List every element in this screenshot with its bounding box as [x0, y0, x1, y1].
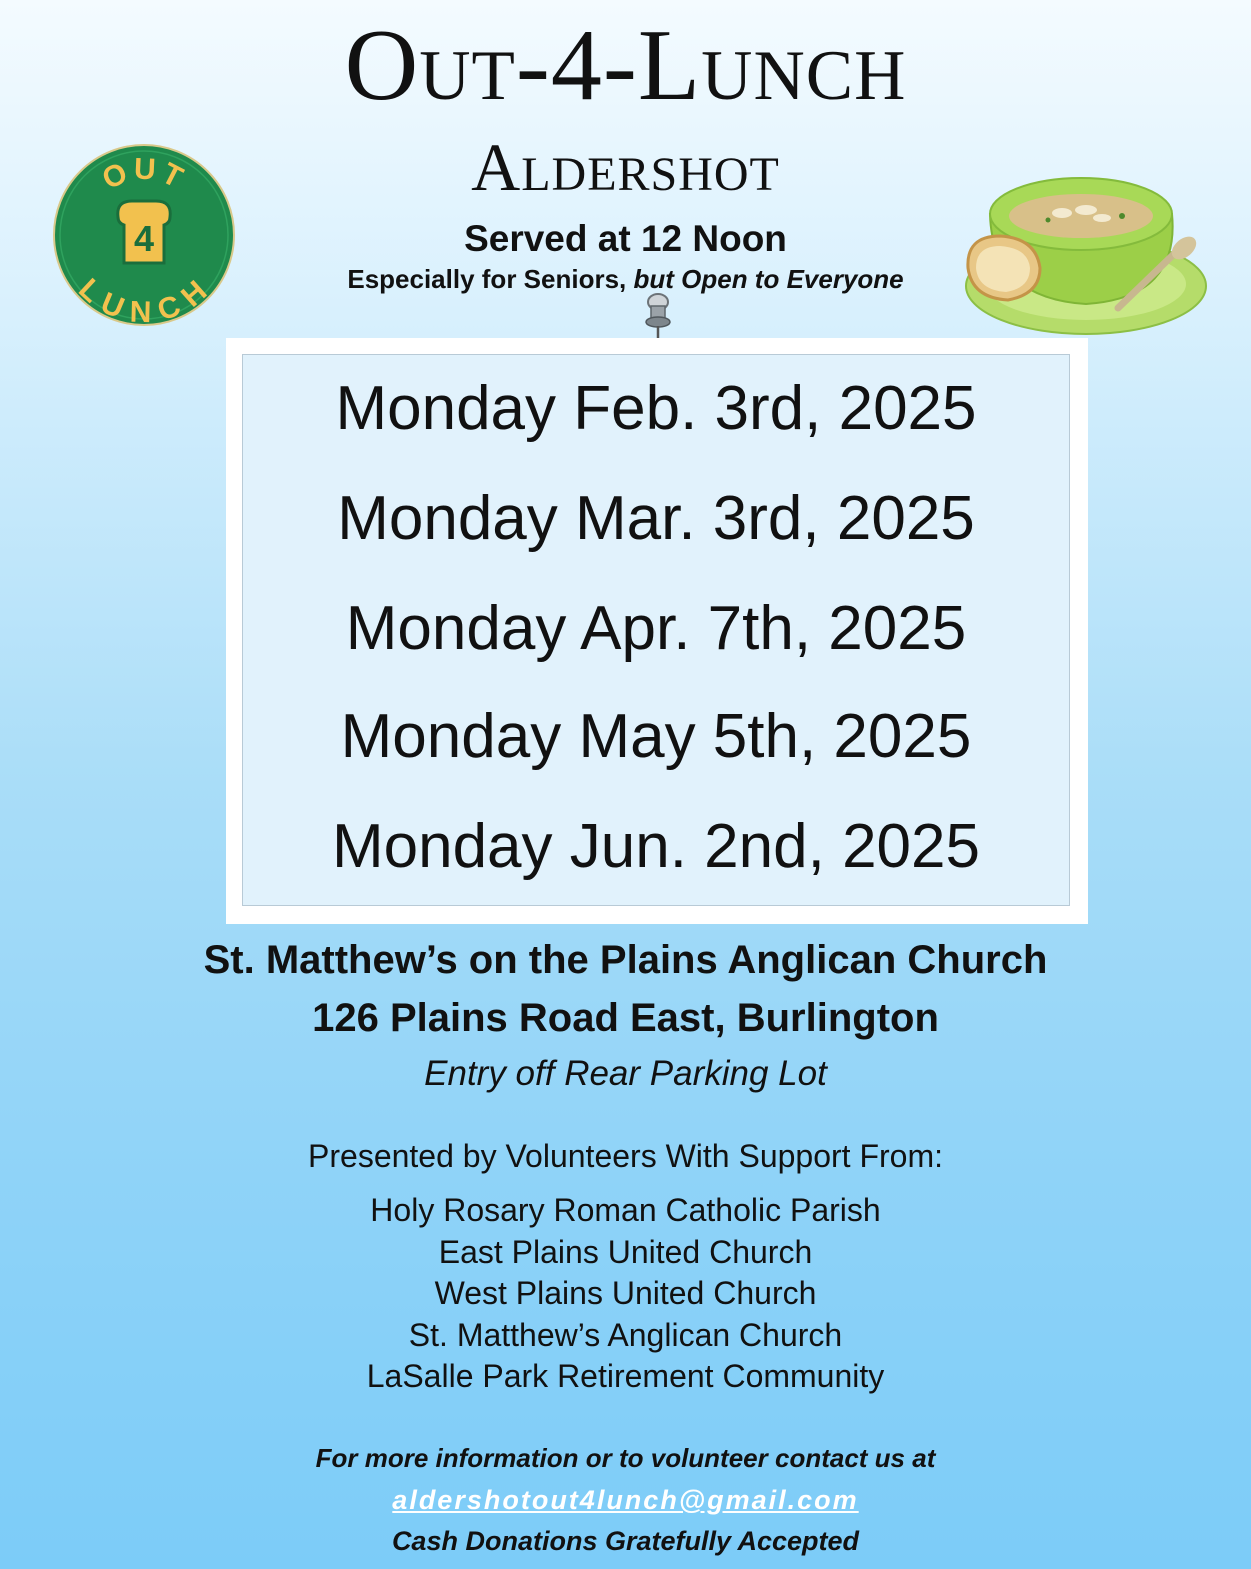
- page-title: Out-4-Lunch: [344, 9, 907, 122]
- supporter-item: Holy Rosary Roman Catholic Parish: [370, 1192, 881, 1228]
- supporter-item: LaSalle Park Retirement Community: [366, 1358, 885, 1394]
- church-name: St. Matthew’s on the Plains Anglican Church: [203, 938, 1048, 982]
- logo-bottom-text: LUNCH: [72, 272, 216, 327]
- date-item: Monday Apr. 7th, 2025: [345, 594, 967, 663]
- donations-note: Cash Donations Gratefully Accepted: [391, 1526, 860, 1556]
- audience-note: Especially for Seniors, but Open to Everyone: [347, 264, 904, 294]
- contact-text: For more information or to volunteer contact us at: [315, 1443, 936, 1473]
- support-heading: Presented by Volunteers With Support From:: [308, 1138, 943, 1174]
- supporter-item: East Plains United Church: [438, 1233, 813, 1270]
- church-address: 126 Plains Road East, Burlington: [312, 996, 939, 1040]
- date-item: Monday Jun. 2nd, 2025: [331, 812, 981, 881]
- date-item: Monday May 5th, 2025: [340, 702, 972, 771]
- supporter-item: West Plains United Church: [434, 1275, 817, 1311]
- entry-note: Entry off Rear Parking Lot: [424, 1054, 827, 1093]
- supporter-item: St. Matthew’s Anglican Church: [408, 1316, 843, 1353]
- contact-email-link[interactable]: aldershotout4lunch@gmail.com: [392, 1485, 859, 1515]
- supporters-list: [0, 1190, 1251, 1398]
- logo-number: 4: [133, 218, 155, 259]
- out4lunch-logo: [52, 143, 236, 327]
- served-time: Served at 12 Noon: [464, 218, 787, 259]
- logo-top-text: OUT: [97, 152, 192, 197]
- page-subtitle: Aldershot: [471, 129, 780, 205]
- date-item: Monday Mar. 3rd, 2025: [337, 484, 975, 553]
- date-item: Monday Feb. 3rd, 2025: [335, 374, 977, 443]
- dates-board: [242, 354, 1070, 906]
- soup-bowl-icon: [962, 158, 1208, 342]
